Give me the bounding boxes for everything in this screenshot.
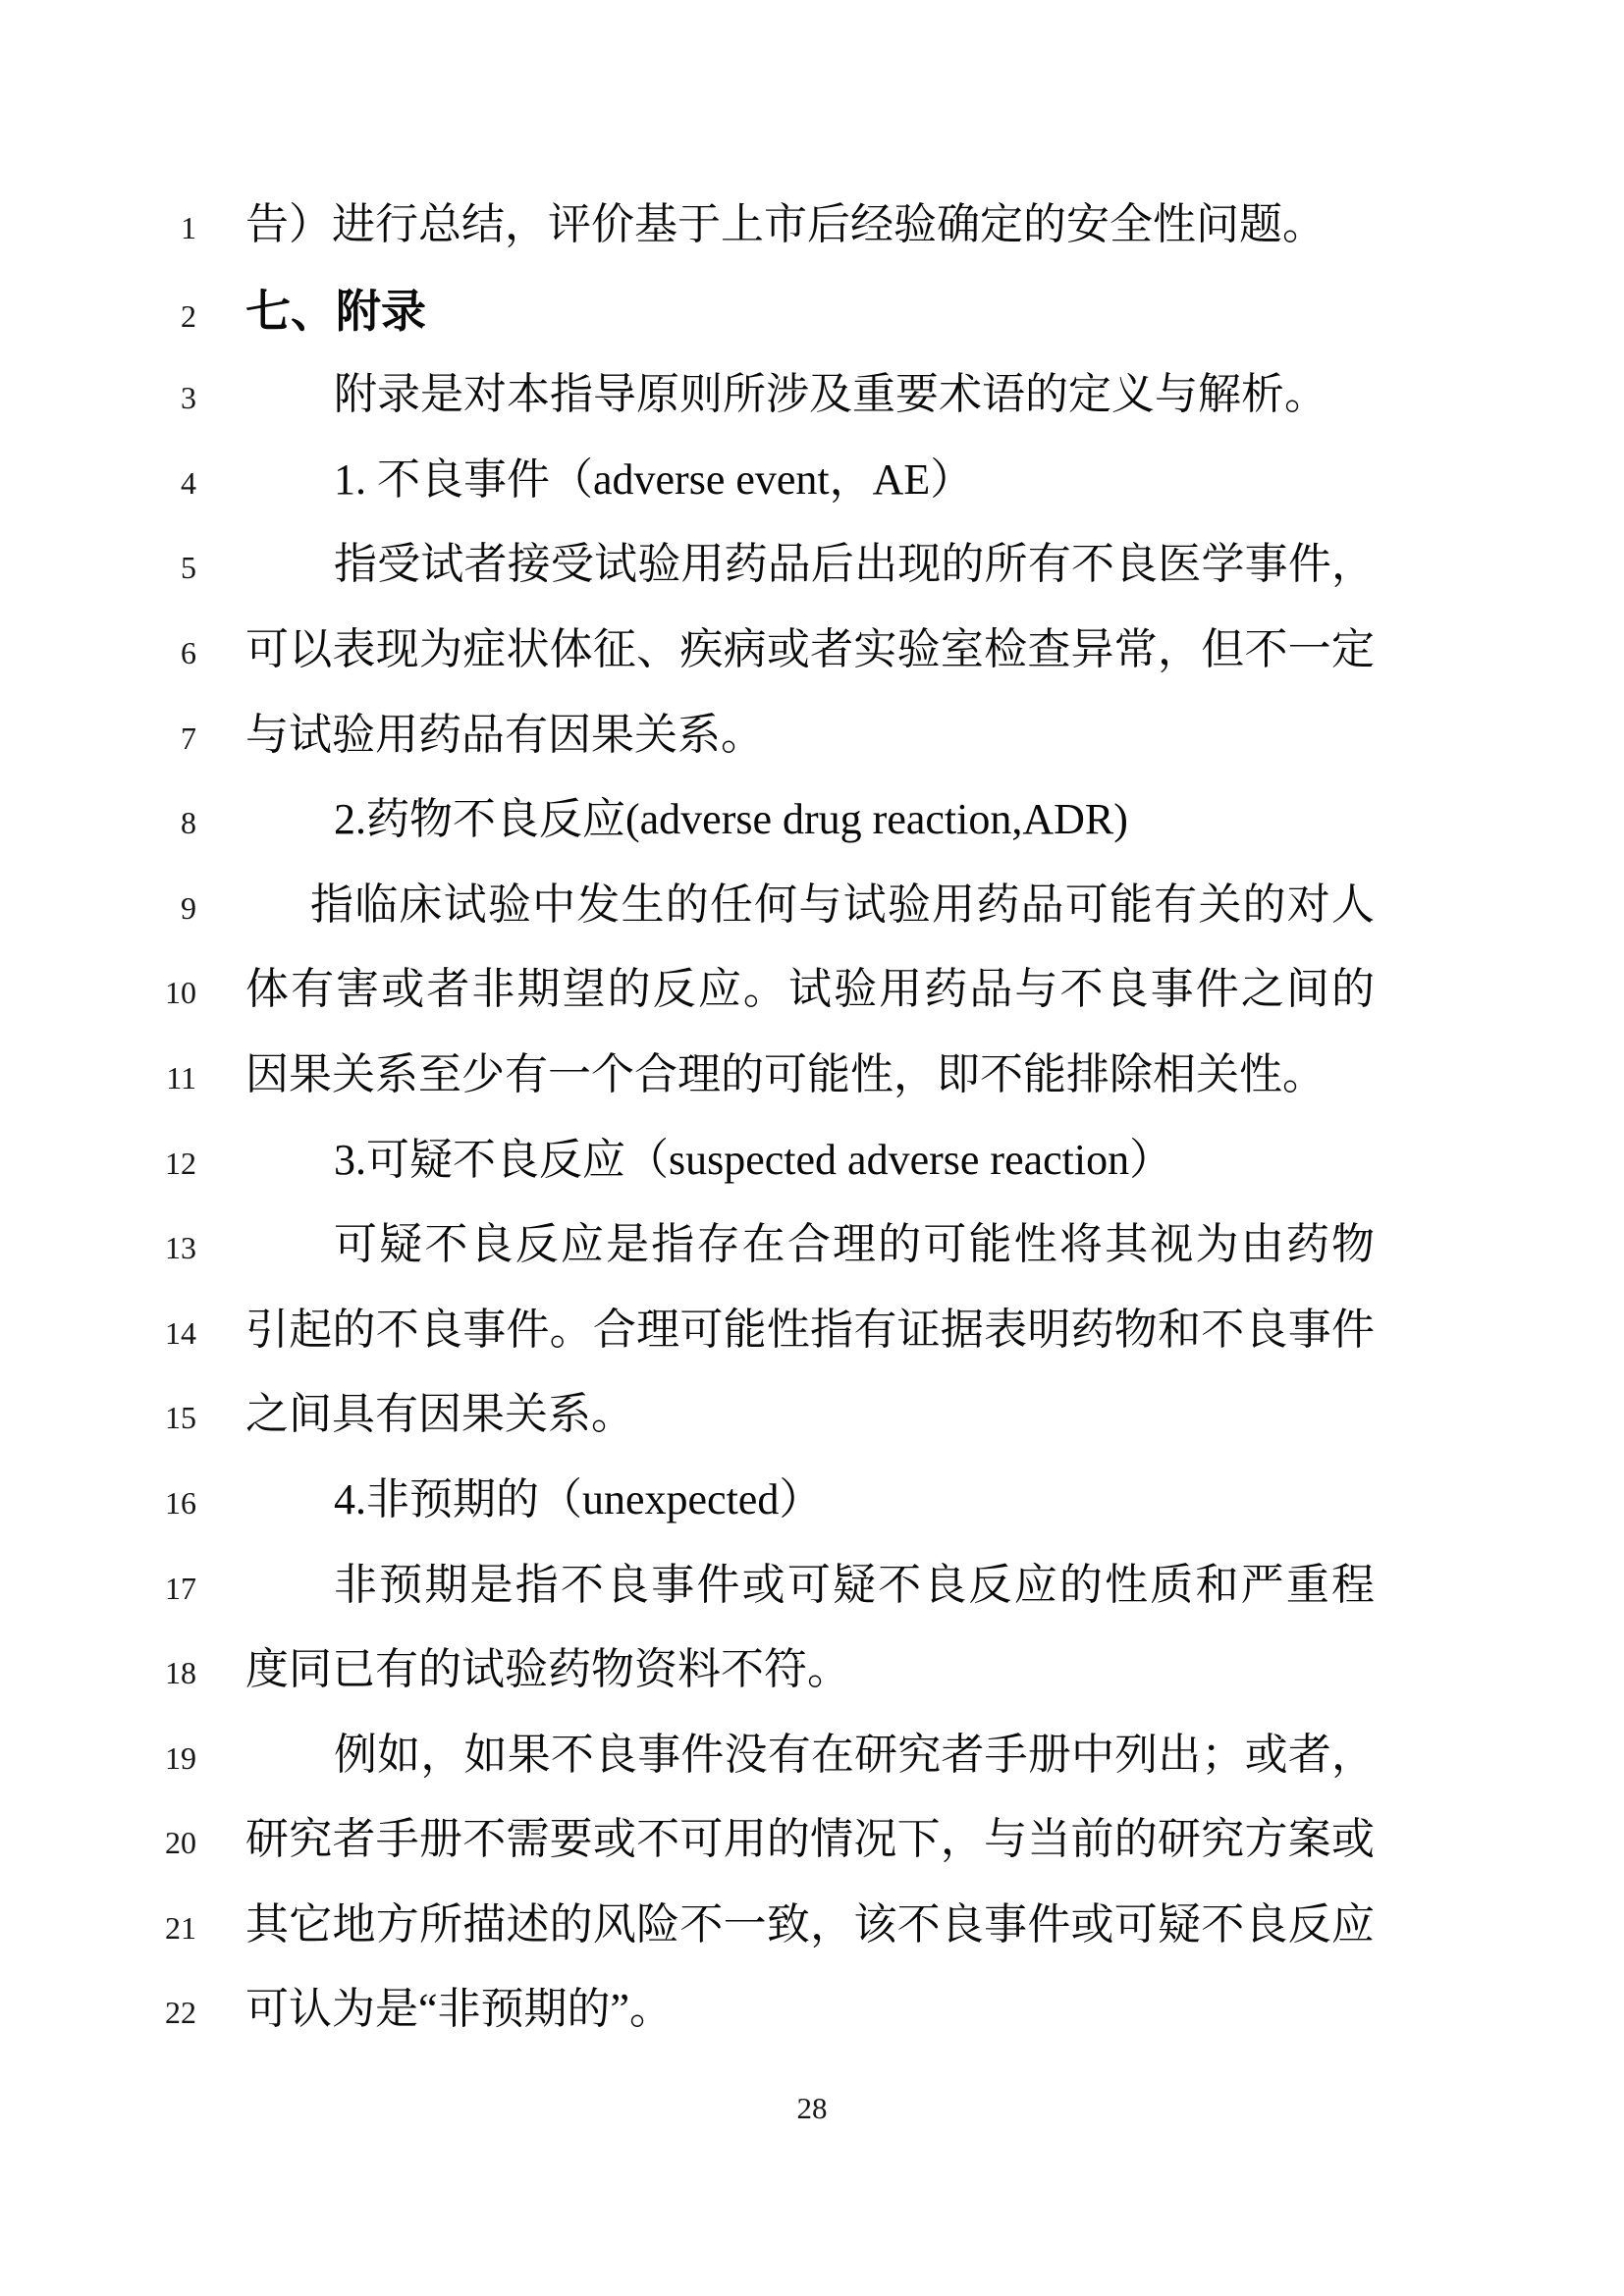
- line-number: 3: [181, 380, 196, 416]
- line-text: 告）进行总结，评价基于上市后经验确定的安全性问题。: [245, 200, 1326, 248]
- line-row: [0, 797, 1624, 882]
- line-text: 非预期是指不良事件或可疑不良反应的性质和严重程: [334, 1560, 1375, 1609]
- line-row: [0, 710, 1624, 798]
- line-row: [0, 542, 1624, 627]
- line-row: [0, 1135, 1624, 1223]
- line-row: [0, 202, 1624, 288]
- line-row: [0, 1560, 1624, 1648]
- line-text: 因果关系至少有一个合理的可能性，即不能排除相关性。: [245, 1049, 1326, 1098]
- line-row: [0, 1474, 1624, 1563]
- page-footer: [0, 2091, 1624, 2126]
- line-number: 19: [165, 1739, 196, 1776]
- line-text: 4.非预期的（unexpected）: [334, 1474, 823, 1523]
- line-number: 7: [181, 720, 196, 756]
- line-row: [0, 1305, 1624, 1393]
- line-text: 之间具有因果关系。: [245, 1390, 634, 1439]
- line-number: 5: [181, 550, 196, 586]
- line-text: 可认为是“非预期的”。: [245, 1985, 674, 2034]
- line-number: 11: [166, 1059, 196, 1095]
- line-number: 18: [165, 1655, 196, 1691]
- line-text: 3.可疑不良反应（suspected adverse reaction）: [334, 1135, 1173, 1184]
- line-row: [0, 967, 1624, 1052]
- line-number: 17: [165, 1570, 196, 1606]
- line-row: [0, 454, 1624, 543]
- line-row: [0, 1817, 1624, 1902]
- line-row: [0, 285, 1624, 373]
- line-number: 10: [165, 975, 196, 1011]
- line-number: 22: [165, 1995, 196, 2031]
- line-text: 体有害或者非期望的反应。试验用药品与不良事件之间的: [245, 965, 1375, 1014]
- line-number: 1: [181, 210, 196, 245]
- line-row: [0, 624, 1624, 713]
- line-row: [0, 372, 1624, 457]
- line-row: [0, 1392, 1624, 1477]
- line-row: [0, 1987, 1624, 2072]
- line-text: 附录是对本指导原则所涉及重要术语的定义与解析。: [334, 370, 1327, 419]
- line-text: 2.药物不良反应(adverse drug reaction,ADR): [334, 795, 1128, 844]
- line-text: 引起的不良事件。合理可能性指有证据表明药物和不良事件: [245, 1305, 1375, 1354]
- line-row: [0, 1730, 1624, 1818]
- line-text: 研究者手册不需要或不可用的情况下，与当前的研究方案或: [245, 1815, 1375, 1864]
- line-number: 15: [165, 1400, 196, 1436]
- line-number: 9: [181, 889, 196, 926]
- line-number: 2: [181, 297, 196, 334]
- line-text: 例如，如果不良事件没有在研究者手册中列出；或者，: [334, 1730, 1375, 1779]
- line-row: [0, 1899, 1624, 1988]
- lines: [0, 202, 1624, 2072]
- line-number: 14: [165, 1314, 196, 1351]
- page-number: 28: [796, 2091, 828, 2125]
- line-number: 13: [165, 1230, 196, 1266]
- line-number: 20: [165, 1825, 196, 1861]
- line-text: 与试验用药品有因果关系。: [245, 710, 764, 759]
- line-number: 6: [181, 634, 196, 670]
- line-number: 12: [165, 1145, 196, 1181]
- line-number: 8: [181, 805, 196, 841]
- line-text: 1. 不良事件（adverse event，AE）: [334, 454, 974, 504]
- line-row: [0, 1049, 1624, 1138]
- line-number: 16: [165, 1484, 196, 1521]
- line-text: 度同已有的试验药物资料不符。: [245, 1645, 850, 1694]
- line-text: 其它地方所描述的风险不一致，该不良事件或可疑不良反应: [245, 1899, 1375, 1949]
- line-text: 可以表现为症状体征、疾病或者实验室检查异常，但不一定: [245, 624, 1375, 673]
- line-text: 指受试者接受试验用药品后出现的所有不良医学事件，: [334, 540, 1375, 589]
- line-number: 4: [181, 464, 196, 501]
- line-row: [0, 882, 1624, 968]
- line-text: 可疑不良反应是指存在合理的可能性将其视为由药物: [334, 1220, 1375, 1269]
- line-row: [0, 1647, 1624, 1733]
- line-number: 21: [165, 1909, 196, 1946]
- line-row: [0, 1222, 1624, 1308]
- line-text: 指临床试验中发生的任何与试验用药品可能有关的对人: [310, 880, 1375, 929]
- line-text: 七、附录: [245, 285, 426, 337]
